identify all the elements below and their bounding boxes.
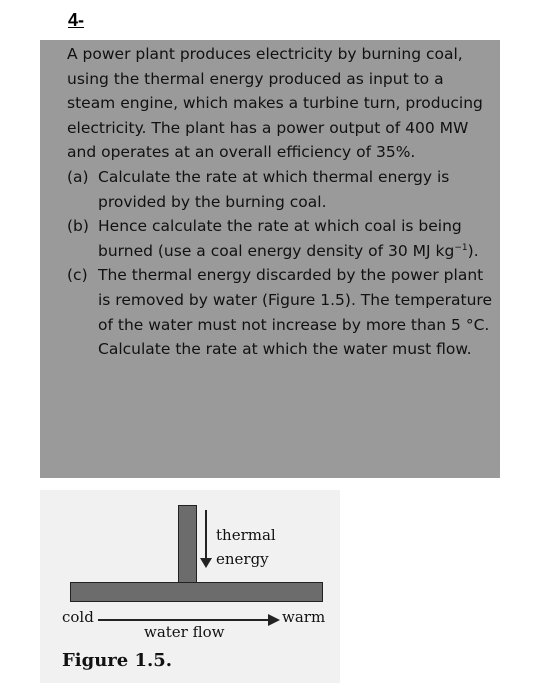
part-text-after: ). bbox=[467, 241, 479, 260]
figure-caption: Figure 1.5. bbox=[62, 650, 173, 671]
vertical-pipe bbox=[178, 505, 197, 584]
label-cold: cold bbox=[62, 608, 94, 626]
thermal-energy-arrow-shaft bbox=[205, 510, 207, 562]
part-text bbox=[98, 214, 492, 263]
water-flow-arrow-head bbox=[268, 614, 280, 626]
label-water-flow: water flow bbox=[144, 623, 225, 641]
part-label: (b) bbox=[67, 217, 89, 236]
question-intro: A power plant produces electricity by burning coal, using the thermal energy produced as input to a steam engine, which makes a turbine turn, producing electricity. The plant has a power output of 400 MW and operates at an overall efficiency of 35%. bbox=[67, 45, 483, 162]
thermal-energy-arrow-head bbox=[200, 558, 212, 568]
part-text: The thermal energy discarded by the power plant is removed by water (Figure 1.5). The temperature of the water must not increase by more than 5 °C. Calculate the rate at which the water must flow. bbox=[98, 266, 492, 359]
horizontal-pipe bbox=[70, 582, 323, 602]
question-number: 4- bbox=[68, 10, 85, 30]
question-part-c bbox=[67, 263, 492, 361]
question-part-b bbox=[67, 214, 492, 263]
label-warm: warm bbox=[282, 608, 326, 626]
question-part-a bbox=[67, 165, 492, 214]
unit-exponent: −1 bbox=[454, 242, 468, 253]
part-label: (c) bbox=[67, 266, 88, 285]
question-box bbox=[40, 40, 500, 478]
part-text-before: Hence calculate the rate at which coal is being burned (use a coal energy density of 30 MJ kg bbox=[98, 217, 462, 260]
figure-1-5 bbox=[40, 490, 340, 683]
label-thermal: thermal bbox=[216, 526, 276, 544]
water-flow-arrow-shaft bbox=[98, 619, 270, 621]
part-label: (a) bbox=[67, 167, 89, 186]
label-energy: energy bbox=[216, 550, 269, 568]
part-text: Calculate the rate at which thermal energy is provided by the burning coal. bbox=[98, 167, 450, 211]
